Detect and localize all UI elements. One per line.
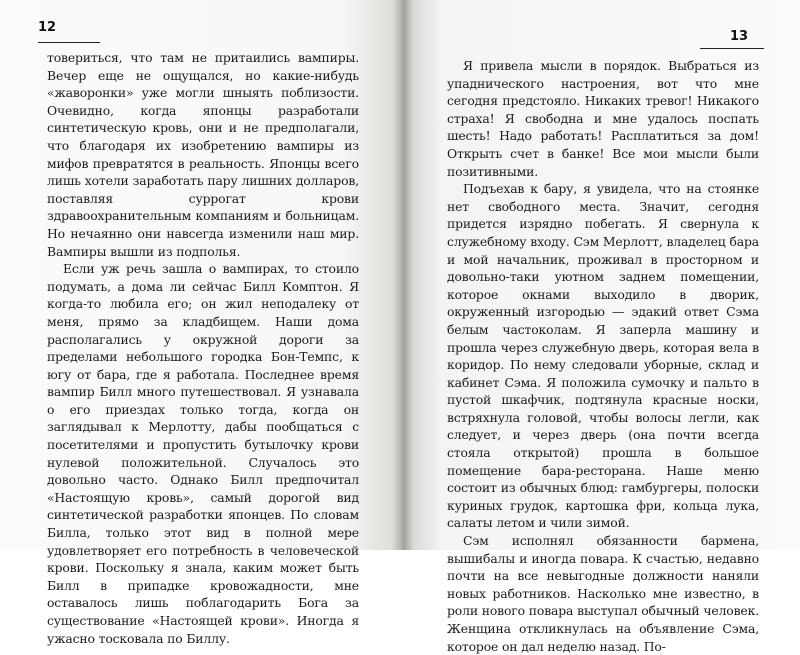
page-number-left: 12 (38, 20, 57, 35)
book-gutter-shadow (392, 0, 414, 550)
left-page-text (47, 49, 359, 647)
paragraph: Сэм исполнял обязанности бармена, вышибалы и иногда повара. К счастью, недавно почти на все невыгодные должности наняли новых работников. Насколько мне известно, в роли нового повара выступал обычный человек. Женщина откликнулась на объявление Сэма, которое он дал неделю назад. По- (447, 533, 759, 654)
paragraph: Подъехав к бару, я увидела, что на стоянке нет свободного места. Значит, сегодня придется изрядно побегать. Я свернула к служебному входу. Сэм Мерлотт, владелец бара и мой начальник, проживал в просторном и довольно-таки уютном заднем помещении, которое окнами выходило в дворик, окруженный изгородью — эдакий ответ Сэма белым частоколам. Я заперла машину и прошла через служебную дверь, которая вела в коридор. По нему следовали уборные, склад и кабинет Сэма. Я положила сумочку и пальто в пустой шкафчик, подтянула красные носки, встряхнула головой, чтобы волосы легли, как следует, и через дверь (она почти всегда стояла открытой) прошла в большое помещение бара-ресторана. Наше меню состоит из обычных блюд: гамбургеры, полоски куриных грудок, картошка фри, кольца лука, салаты летом и чили зимой. (447, 181, 759, 531)
left-page (0, 0, 402, 646)
paragraph: товериться, что там не притаились вампиры. Вечер еще не ощущался, но какие-нибудь «жаворонки» уже могли шныять поблизости. Очевидно, когда японцы разработали синтетическую кровь, они и не предполагали, что благодаря их изобретению вампиры из мифов превратятся в реальность. Японцы всего лишь хотели заработать пару лишних долларов, поставляя суррогат крови здравоохранительным компаниям и больницам. Но нечаянно они навсегда изменили наш мир. Вампиры вышли из подполья. (47, 50, 359, 259)
paragraph: Я привела мысли в порядок. Выбраться из упаднического настроения, вот что мне сегодня предстояло. Никаких тревог! Никакого страха! Я свободна и мне удалось поспать шесть! Надо работать! Расплатиться за дом! Открыть счет в банке! Все мои мысли были позитивными. (447, 58, 759, 179)
right-page-text (447, 57, 759, 655)
header-rule-left (38, 42, 100, 43)
page-number-right: 13 (730, 29, 749, 44)
right-page (402, 0, 800, 654)
header-rule-right (700, 48, 764, 49)
paragraph: Если уж речь зашла о вампирах, то стоило подумать, а дома ли сейчас Билл Комптон. Я когда-то любила его; он жил неподалеку от меня, прямо за кладбищем. Наши дома располагались у окружной дороги за пределами небольшого городка Бон-Темпс, к югу от бара, где я работала. Последнее время вампир Билл много путешествовал. Я узнавала о его приездах только тогда, когда он заглядывал к Мерлотту, дабы пообщаться с посетителями и пропустить бутылочку крови нулевой положительной. Случалось это довольно часто. Однако Билл предпочитал «Настоящую кровь», самый дорогой вид синтетической разработки японцев. По словам Билла, только этот вид в полной мере удовлетворяет его потребность в человеческой крови. Поскольку я знала, каким может быть Билл в припадке кровожадности, мне оставалось лишь поблагодарить Бога за существование «Настоящей крови». Иногда я ужасно тосковала по Биллу. (47, 261, 359, 646)
